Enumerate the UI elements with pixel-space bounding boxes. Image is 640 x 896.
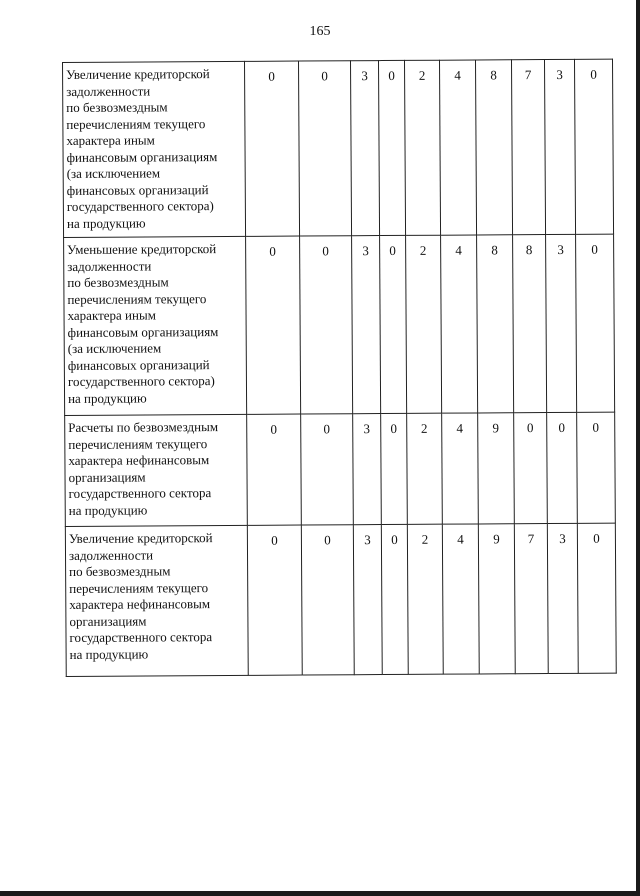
row-label-line: на продукцию <box>69 645 149 662</box>
table-row <box>65 412 616 526</box>
row-label-line: Уменьшение кредиторской <box>67 241 217 257</box>
code-digit: 0 <box>577 523 616 673</box>
row-label-line: характера нефинансовым <box>69 596 211 612</box>
row-label-line: (за исключением <box>67 340 162 356</box>
row-label <box>65 414 248 526</box>
row-label-line: характера иным <box>66 132 155 148</box>
code-digit: 0 <box>247 414 302 525</box>
scan-border-bottom <box>0 891 640 896</box>
code-digit: 8 <box>513 235 547 413</box>
row-label-line: государственного сектора <box>69 629 213 645</box>
code-digit: 0 <box>301 414 354 525</box>
row-label <box>65 525 248 676</box>
row-label <box>63 61 246 237</box>
row-label-line: по безвозмездным <box>67 274 169 290</box>
code-digit: 8 <box>477 235 514 413</box>
table-row <box>65 523 616 676</box>
code-digit: 2 <box>404 60 440 235</box>
row-label-line: характера иным <box>67 307 156 323</box>
row-label-line: перечислениям текущего <box>66 115 206 132</box>
code-digit: 0 <box>247 525 302 675</box>
code-digit: 4 <box>442 413 479 524</box>
code-digit: 0 <box>244 61 299 236</box>
code-digit: 0 <box>381 413 408 524</box>
code-digit: 2 <box>407 413 443 524</box>
code-digit: 4 <box>441 235 478 413</box>
account-codes-table <box>62 59 617 677</box>
code-digit: 0 <box>576 234 615 412</box>
row-label <box>64 236 247 415</box>
code-digit: 0 <box>300 236 353 414</box>
row-label-line: организациям <box>68 468 146 485</box>
row-label-line: финансовых организаций <box>67 356 210 373</box>
row-label-line: перечислениям текущего <box>68 435 208 452</box>
code-digit: 0 <box>378 60 405 235</box>
code-digit: 0 <box>547 412 578 523</box>
row-label-line: государственного сектора <box>68 485 212 501</box>
code-digit: 2 <box>406 235 442 413</box>
row-label-line: Расчеты по безвозмездным <box>68 419 219 435</box>
row-label-line: характера нефинансовым <box>68 452 210 468</box>
row-label-line: организациям <box>69 612 147 629</box>
row-label-line: по безвозмездным <box>69 563 171 579</box>
row-label-line: государственного сектора) <box>66 198 214 214</box>
code-digit: 3 <box>353 414 382 525</box>
table-row <box>64 234 615 415</box>
code-digit: 0 <box>381 524 408 674</box>
row-label-line: на продукцию <box>66 214 146 231</box>
row-label-line: государственного сектора) <box>67 373 215 389</box>
code-digit: 4 <box>442 524 479 674</box>
code-digit: 7 <box>511 60 545 235</box>
row-label-line: (за исключением <box>66 165 161 181</box>
code-digit: 0 <box>514 413 548 524</box>
code-digit: 3 <box>353 525 382 675</box>
row-label-line: финансовым организациям <box>66 148 218 165</box>
row-label-line: на продукцию <box>68 501 148 518</box>
code-digit: 2 <box>407 524 443 674</box>
code-digit: 0 <box>380 235 407 413</box>
row-label-line: на продукцию <box>68 389 147 406</box>
table-body <box>63 59 617 676</box>
code-digit: 7 <box>514 524 548 674</box>
row-label-line: Увеличение кредиторской <box>66 66 210 82</box>
row-label-line: задолженности <box>66 82 151 99</box>
row-label-line: финансовым организациям <box>67 323 219 340</box>
code-digit: 0 <box>246 236 301 414</box>
code-digit: 0 <box>574 59 613 234</box>
code-digit: 3 <box>352 236 381 414</box>
row-label-line: перечислениям текущего <box>69 579 209 596</box>
row-label-line: задолженности <box>67 257 152 274</box>
code-digit: 9 <box>478 524 515 674</box>
code-digit: 3 <box>350 61 379 236</box>
row-label-line: по безвозмездным <box>66 99 168 115</box>
table-row <box>63 59 614 237</box>
code-digit: 0 <box>298 61 351 236</box>
code-digit: 9 <box>478 413 515 524</box>
code-digit: 3 <box>544 59 575 234</box>
row-label-line: Увеличение кредиторской <box>68 530 213 546</box>
code-digit: 0 <box>301 525 354 675</box>
row-label-line: задолженности <box>68 546 154 563</box>
code-digit: 3 <box>546 234 577 412</box>
code-digit: 3 <box>547 523 578 673</box>
row-label-line: перечислениям текущего <box>67 290 207 307</box>
code-digit: 0 <box>577 412 616 523</box>
page-number: 165 <box>309 24 331 39</box>
code-digit: 8 <box>475 60 512 235</box>
scan-border-right <box>636 0 640 896</box>
code-digit: 4 <box>439 60 476 235</box>
row-label-line: финансовых организаций <box>66 181 209 198</box>
